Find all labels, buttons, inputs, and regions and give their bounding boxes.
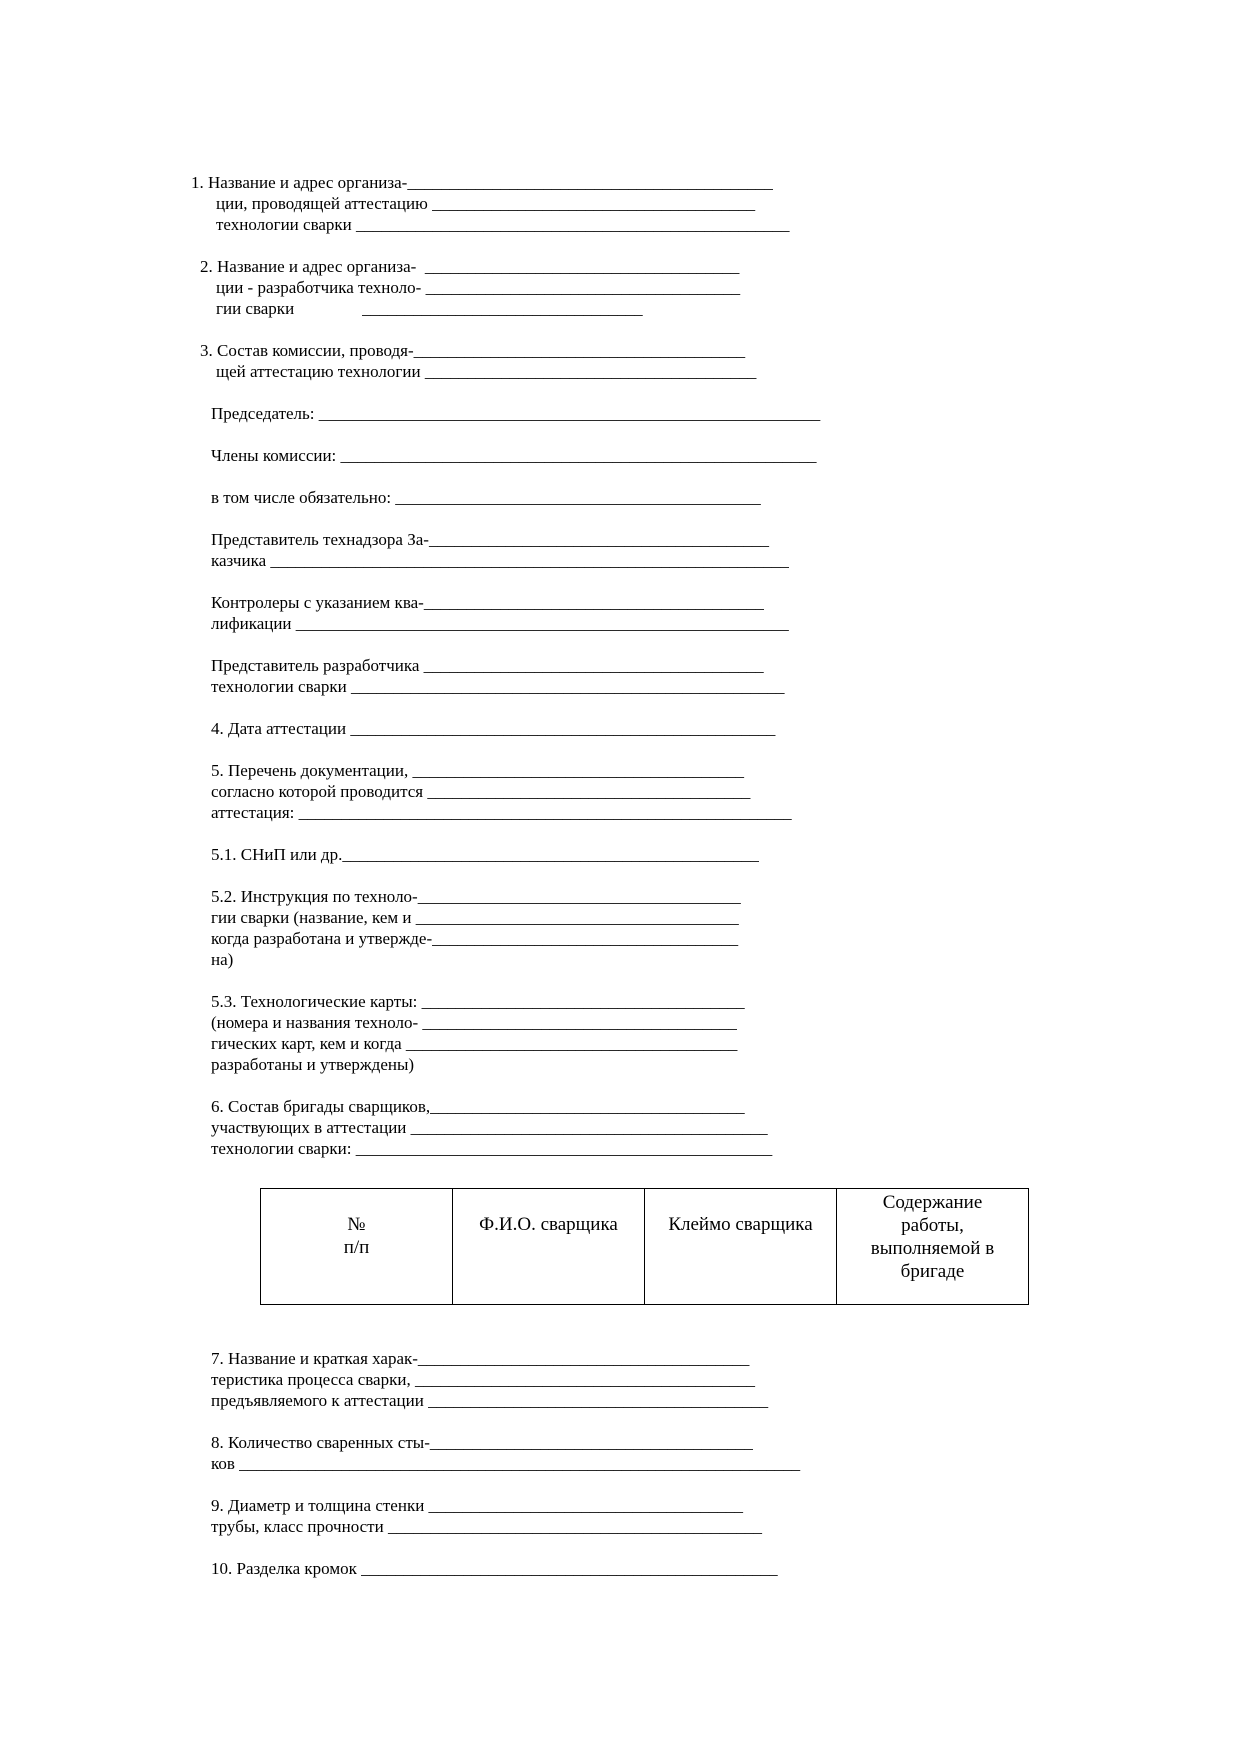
chairman-field: Председатель: ___________________________________________________________ — [211, 404, 821, 423]
section-1-line-1: 1. Название и адрес организа-___________________________________________ — [191, 173, 773, 192]
section-2-line-3: гии сварки _________________________________ — [216, 299, 643, 318]
members-field: Члены комиссии: ________________________________________________________ — [211, 446, 817, 465]
section-4-date: 4. Дата аттестации __________________________________________________ — [211, 719, 776, 738]
section-7-line-3: предъявляемого к аттестации ________________________________________ — [211, 1391, 769, 1410]
section-5-1: 5.1. СНиП или др._________________________________________________ — [211, 845, 759, 864]
header-welder-stamp: Клеймо сварщика — [645, 1189, 837, 1305]
section-5-3-line-3: гических карт, кем и когда _______________________________________ — [211, 1034, 738, 1053]
section-6-line-3: технологии сварки: _________________________________________________ — [211, 1139, 773, 1158]
section-8-line-2: ков __________________________________________________________________ — [211, 1454, 801, 1473]
section-5-2-line-2: гии сварки (название, кем и ______________________________________ — [211, 908, 739, 927]
header-work-content: Содержание работы, выполняемой в бригаде — [837, 1189, 1029, 1305]
section-5-3-line-1: 5.3. Технологические карты: ______________________________________ — [211, 992, 745, 1011]
section-7-line-1: 7. Название и краткая харак-_______________________________________ — [211, 1349, 750, 1368]
customer-rep-line-1: Представитель технадзора За-________________________________________ — [211, 530, 769, 549]
section-10: 10. Разделка кромок _________________________________________________ — [211, 1559, 778, 1578]
section-1-line-3: технологии сварки ___________________________________________________ — [216, 215, 790, 234]
header-welder-name: Ф.И.О. сварщика — [453, 1189, 645, 1305]
section-9-line-2: трубы, класс прочности ____________________________________________ — [211, 1517, 762, 1536]
section-1-line-2: ции, проводящей аттестацию ______________________________________ — [216, 194, 756, 213]
section-5-line-1: 5. Перечень документации, _______________________________________ — [211, 761, 744, 780]
section-5-3-line-2: (номера и названия техноло- _____________________________________ — [211, 1013, 737, 1032]
section-5-3-line-4: разработаны и утверждены) — [211, 1055, 415, 1074]
section-6-line-2: участвующих в аттестации __________________________________________ — [211, 1118, 768, 1137]
section-7-line-2: теристика процесса сварки, ________________________________________ — [211, 1370, 755, 1389]
customer-rep-line-2: казчика _____________________________________________________________ — [211, 551, 789, 570]
section-5-2-line-3: когда разработана и утвержде-____________________________________ — [211, 929, 739, 948]
section-8-line-1: 8. Количество сваренных сты-______________________________________ — [211, 1433, 753, 1452]
controllers-line-1: Контролеры с указанием ква-________________________________________ — [211, 593, 764, 612]
developer-rep-line-2: технологии сварки ___________________________________________________ — [211, 677, 785, 696]
including-field: в том числе обязательно: ___________________________________________ — [211, 488, 761, 507]
developer-rep-line-1: Представитель разработчика ________________________________________ — [211, 656, 764, 675]
header-number: № п/п — [261, 1189, 453, 1305]
section-6-line-1: 6. Состав бригады сварщиков,_____________________________________ — [211, 1097, 745, 1116]
section-2-line-1: 2. Название и адрес организа- _____________________________________ — [200, 257, 740, 276]
section-5-2-line-4: на) — [211, 950, 234, 969]
section-5-line-2: согласно которой проводится ______________________________________ — [211, 782, 751, 801]
section-3-line-1: 3. Состав комиссии, проводя-_______________________________________ — [200, 341, 746, 360]
section-5-line-3: аттестация: __________________________________________________________ — [211, 803, 792, 822]
section-2-line-2: ции - разработчика техноло- _____________________________________ — [216, 278, 741, 297]
section-9-line-1: 9. Диаметр и толщина стенки _____________________________________ — [211, 1496, 744, 1515]
section-5-2-line-1: 5.2. Инструкция по техноло-______________________________________ — [211, 887, 741, 906]
welders-table — [260, 1188, 1029, 1305]
controllers-line-2: лификации __________________________________________________________ — [211, 614, 789, 633]
section-3-line-2: щей аттестацию технологии _______________________________________ — [216, 362, 757, 381]
table-header-row — [261, 1189, 1029, 1305]
